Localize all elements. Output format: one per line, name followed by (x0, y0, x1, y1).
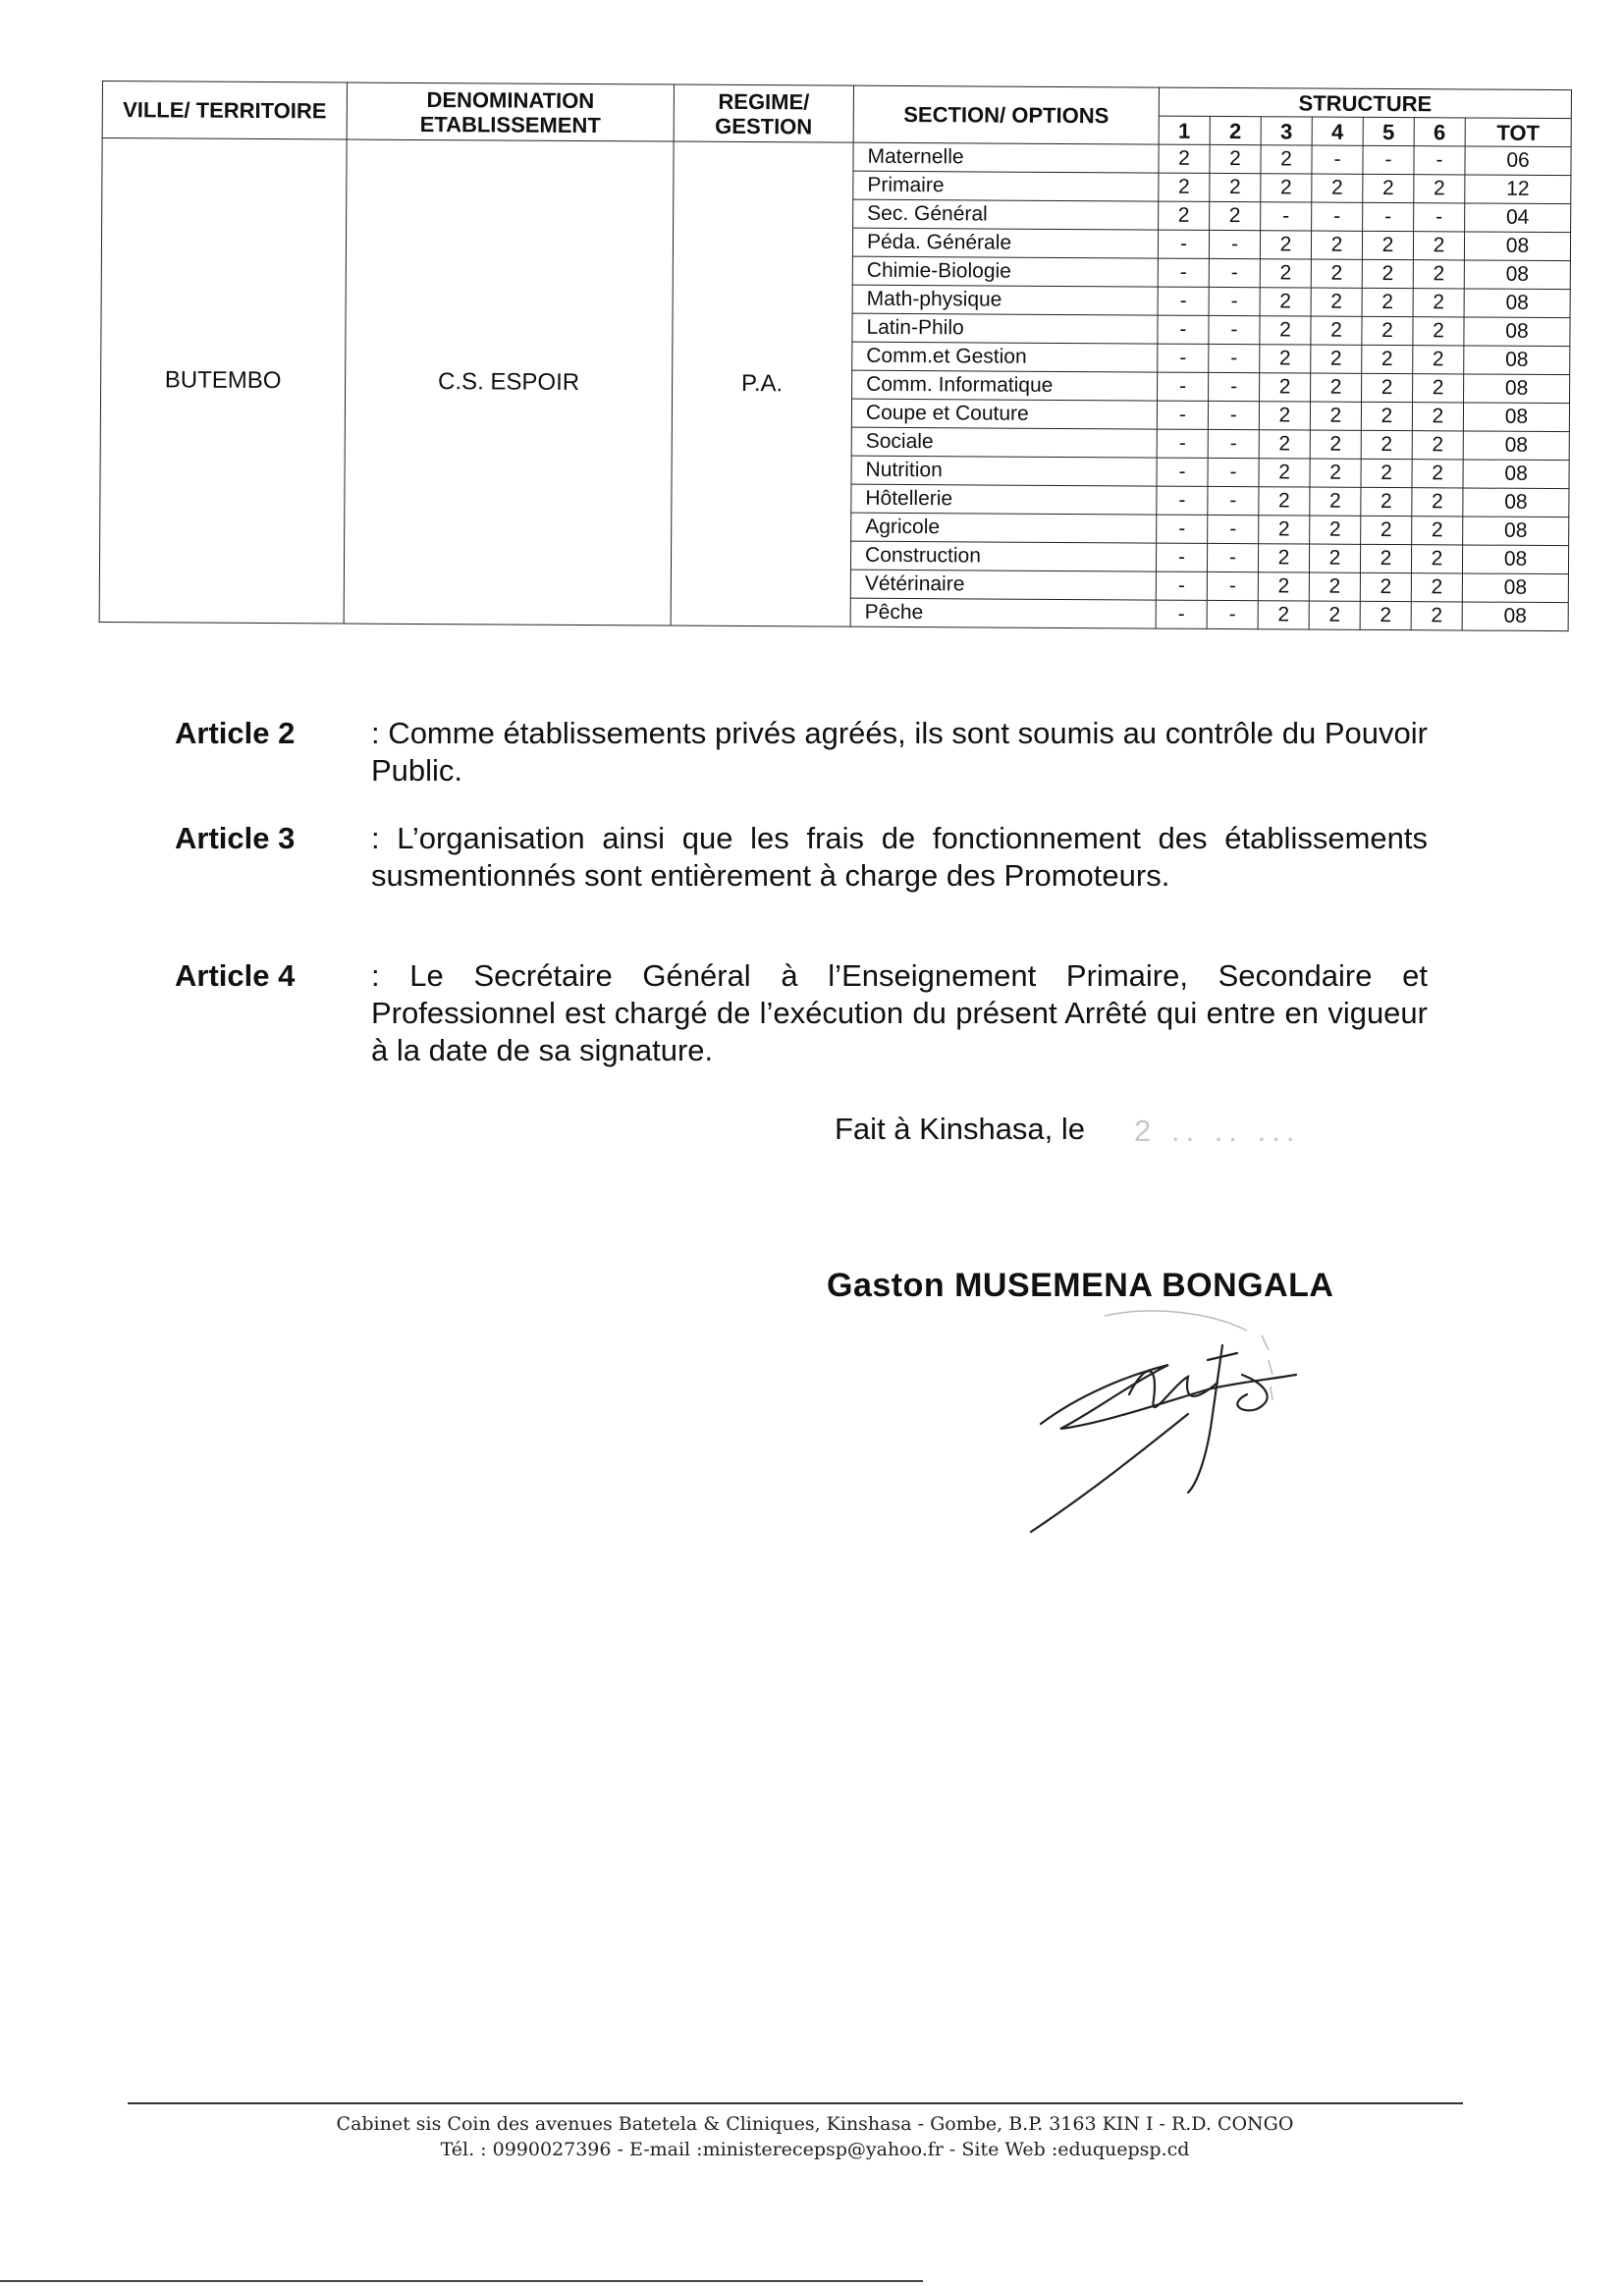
header-regime: REGIME/ GESTION (674, 84, 853, 142)
year-count-cell: 2 (1361, 516, 1412, 544)
year-count-cell: - (1207, 543, 1258, 572)
year-count-cell: 2 (1361, 459, 1412, 487)
year-count-cell: 2 (1159, 173, 1210, 201)
year-count-cell: 2 (1310, 459, 1361, 487)
signer-name: Gaston MUSEMENA BONGALA (827, 1267, 1334, 1304)
article-label: Article 2 (175, 716, 296, 750)
year-count-cell: - (1209, 344, 1260, 372)
total-cell: 08 (1463, 488, 1569, 517)
year-count-cell: 2 (1261, 174, 1312, 202)
section-option-cell: Agricole (851, 513, 1157, 543)
year-count-cell: - (1157, 486, 1208, 515)
year-count-cell: 2 (1259, 459, 1310, 487)
year-count-cell: - (1158, 372, 1209, 401)
year-count-cell: 2 (1260, 345, 1311, 373)
section-option-cell: Math-physique (852, 285, 1158, 315)
year-count-cell: 2 (1360, 544, 1411, 572)
year-count-cell: 2 (1412, 488, 1463, 517)
year-count-cell: 2 (1412, 431, 1463, 460)
year-count-cell: 2 (1260, 259, 1311, 288)
structure-column-header: 4 (1312, 117, 1363, 145)
total-cell: 08 (1464, 374, 1570, 404)
year-count-cell: 2 (1411, 573, 1462, 602)
year-count-cell: - (1207, 600, 1258, 628)
year-count-cell: 2 (1411, 602, 1462, 630)
year-count-cell: - (1209, 372, 1260, 401)
section-option-cell: Maternelle (853, 142, 1159, 173)
year-count-cell: 2 (1362, 259, 1413, 288)
year-count-cell: 2 (1261, 145, 1312, 174)
header-section: SECTION/ OPTIONS (853, 85, 1159, 144)
section-option-cell: Nutrition (851, 456, 1157, 486)
structure-column-header: 5 (1363, 117, 1414, 145)
year-count-cell: 2 (1159, 201, 1210, 230)
year-count-cell: 2 (1361, 430, 1412, 459)
year-count-cell: 2 (1413, 289, 1464, 317)
handwritten-signature (1011, 1306, 1404, 1561)
total-cell: 08 (1462, 545, 1568, 574)
year-count-cell: 2 (1311, 316, 1362, 345)
year-count-cell: 2 (1312, 174, 1363, 202)
section-option-cell: Hôtellerie (851, 484, 1157, 515)
total-cell: 04 (1465, 203, 1571, 233)
year-count-cell: 2 (1210, 173, 1261, 201)
year-count-cell: - (1157, 401, 1208, 429)
year-count-cell: - (1208, 515, 1259, 543)
year-count-cell: 2 (1413, 374, 1464, 403)
year-count-cell: 2 (1310, 430, 1361, 459)
total-cell: 08 (1462, 602, 1568, 631)
year-count-cell: - (1156, 543, 1207, 572)
year-count-cell: 2 (1311, 259, 1362, 288)
total-cell: 08 (1464, 289, 1570, 318)
year-count-cell: - (1157, 458, 1208, 486)
year-count-cell: 2 (1311, 373, 1362, 402)
total-cell: 08 (1463, 431, 1569, 461)
year-count-cell: - (1312, 202, 1363, 231)
page-bottom-divider (0, 2280, 923, 2282)
year-count-cell: 2 (1413, 317, 1464, 346)
year-count-cell: 2 (1362, 316, 1413, 345)
year-count-cell: 2 (1259, 516, 1310, 544)
section-option-cell: Primaire (853, 171, 1159, 201)
year-count-cell: 2 (1413, 232, 1464, 260)
section-option-cell: Sociale (851, 427, 1157, 458)
section-option-cell: Comm. Informatique (852, 370, 1158, 401)
year-count-cell: 2 (1362, 231, 1413, 259)
total-cell: 08 (1464, 346, 1570, 375)
year-count-cell: - (1261, 202, 1312, 231)
table-body (99, 138, 1571, 631)
section-option-cell: Sec. Général (853, 199, 1159, 230)
structure-column-header: 6 (1414, 118, 1465, 146)
table-header-row (102, 82, 1571, 119)
section-option-cell: Comm.et Gestion (852, 342, 1158, 372)
year-count-cell: 2 (1362, 345, 1413, 373)
header-city: VILLE/ TERRITOIRE (102, 82, 347, 140)
year-count-cell: 2 (1311, 345, 1362, 373)
year-count-cell: - (1208, 429, 1259, 458)
total-cell: 08 (1463, 517, 1569, 546)
year-count-cell: - (1363, 202, 1414, 231)
year-count-cell: 2 (1260, 288, 1311, 316)
structure-table (99, 81, 1572, 631)
year-count-cell: - (1209, 258, 1260, 287)
year-count-cell: 2 (1309, 544, 1360, 572)
footer-divider (128, 2102, 1463, 2104)
total-cell: 08 (1463, 403, 1569, 432)
year-count-cell: 2 (1362, 288, 1413, 316)
structure-column-header: TOT (1465, 118, 1571, 147)
year-count-cell: - (1208, 401, 1259, 429)
section-option-cell: Péda. Générale (852, 228, 1158, 258)
year-count-cell: 2 (1259, 402, 1310, 430)
year-count-cell: 2 (1361, 487, 1412, 516)
section-option-cell: Pêche (850, 598, 1156, 628)
year-count-cell: - (1158, 344, 1209, 372)
year-count-cell: - (1157, 429, 1208, 458)
year-count-cell: - (1158, 287, 1209, 315)
article-4 (175, 957, 1441, 1085)
year-count-cell: - (1209, 287, 1260, 315)
year-count-cell: - (1363, 145, 1414, 174)
structure-table-wrapper (99, 81, 1571, 631)
section-option-cell: Construction (850, 541, 1156, 572)
year-count-cell: 2 (1310, 487, 1361, 516)
year-count-cell: 2 (1310, 402, 1361, 430)
year-count-cell: 2 (1258, 572, 1309, 601)
year-count-cell: 2 (1412, 460, 1463, 488)
year-count-cell: 2 (1412, 517, 1463, 545)
total-cell: 08 (1464, 317, 1570, 347)
year-count-cell: - (1414, 146, 1465, 175)
year-count-cell: 2 (1411, 545, 1462, 573)
section-option-cell: Chimie-Biologie (852, 256, 1158, 287)
year-count-cell: - (1209, 315, 1260, 344)
year-count-cell: - (1156, 572, 1207, 600)
year-count-cell: 2 (1413, 346, 1464, 374)
article-2 (175, 715, 1441, 803)
total-cell: 06 (1465, 146, 1571, 176)
article-label: Article 4 (175, 958, 296, 993)
total-cell: 12 (1465, 175, 1571, 204)
article-3 (175, 820, 1441, 948)
total-cell: 08 (1463, 460, 1569, 489)
year-count-cell: 2 (1361, 402, 1412, 430)
year-count-cell: 2 (1311, 288, 1362, 316)
year-count-cell: 2 (1360, 601, 1411, 629)
year-count-cell: 2 (1363, 174, 1414, 202)
year-count-cell: 2 (1412, 403, 1463, 431)
year-count-cell: 2 (1259, 487, 1310, 516)
year-count-cell: - (1312, 145, 1363, 174)
year-count-cell: 2 (1260, 373, 1311, 402)
place-line: Fait à Kinshasa, le (835, 1112, 1086, 1146)
regime-cell: P.A. (671, 141, 853, 626)
total-cell: 08 (1462, 573, 1568, 603)
year-count-cell: 2 (1360, 572, 1411, 601)
structure-column-header: 3 (1261, 117, 1312, 145)
year-count-cell: 2 (1413, 260, 1464, 289)
section-option-cell: Coupe et Couture (851, 399, 1157, 429)
header-establishment: DENOMINATION ETABLISSEMENT (347, 82, 674, 141)
article-text: : L’organisation ainsi que les frais de fonctionnement des établissements susmentionnés sont entièrement à charge des Promoteurs. (371, 821, 1428, 893)
year-count-cell: - (1207, 572, 1258, 600)
structure-column-header: 1 (1159, 116, 1210, 144)
year-count-cell: 2 (1414, 175, 1465, 203)
footer-address: Cabinet sis Coin des avenues Batetela & Cliniques, Kinshasa - Gombe, B.P. 3163 KIN I - R.D. CONGO (336, 2113, 1294, 2135)
structure-column-header: 2 (1210, 116, 1261, 144)
year-count-cell: - (1414, 203, 1465, 232)
year-count-cell: - (1156, 600, 1207, 628)
year-count-cell: 2 (1210, 144, 1261, 173)
header-structure: STRUCTURE (1159, 87, 1571, 119)
total-cell: 08 (1464, 260, 1570, 290)
article-label: Article 3 (175, 821, 296, 855)
article-text: : Comme établissements privés agréés, ils sont soumis au contrôle du Pouvoir Public. (371, 716, 1428, 788)
year-count-cell: 2 (1210, 201, 1261, 230)
year-count-cell: 2 (1309, 572, 1360, 601)
section-option-cell: Vétérinaire (850, 570, 1156, 600)
year-count-cell: - (1158, 258, 1209, 287)
year-count-cell: 2 (1310, 516, 1361, 544)
establishment-cell: C.S. ESPOIR (344, 139, 674, 626)
year-count-cell: 2 (1309, 601, 1360, 629)
year-count-cell: 2 (1258, 601, 1309, 629)
year-count-cell: - (1208, 486, 1259, 515)
section-option-cell: Latin-Philo (852, 313, 1158, 344)
city-cell: BUTEMBO (99, 138, 347, 625)
year-count-cell: - (1157, 515, 1208, 543)
year-count-cell: 2 (1159, 144, 1210, 173)
year-count-cell: - (1208, 458, 1259, 486)
year-count-cell: - (1209, 230, 1260, 258)
date-stamp: 2 .. .. ... (1134, 1114, 1301, 1148)
year-count-cell: - (1158, 230, 1209, 258)
year-count-cell: 2 (1362, 373, 1413, 402)
year-count-cell: 2 (1259, 430, 1310, 459)
year-count-cell: 2 (1260, 231, 1311, 259)
article-text: : Le Secrétaire Général à l’Enseignement Primaire, Secondaire et Professionnel est chargé de l’exécution du présent Arrêté qui entre en vigueur à la date de sa signature. (371, 958, 1428, 1067)
total-cell: 08 (1464, 232, 1570, 261)
year-count-cell: 2 (1311, 231, 1362, 259)
year-count-cell: 2 (1260, 316, 1311, 345)
year-count-cell: - (1158, 315, 1209, 344)
footer-contact: Tél. : 0990027396 - E-mail :ministerecepsp@yahoo.fr - Site Web :eduquepsp.cd (440, 2139, 1190, 2160)
year-count-cell: 2 (1258, 544, 1309, 572)
